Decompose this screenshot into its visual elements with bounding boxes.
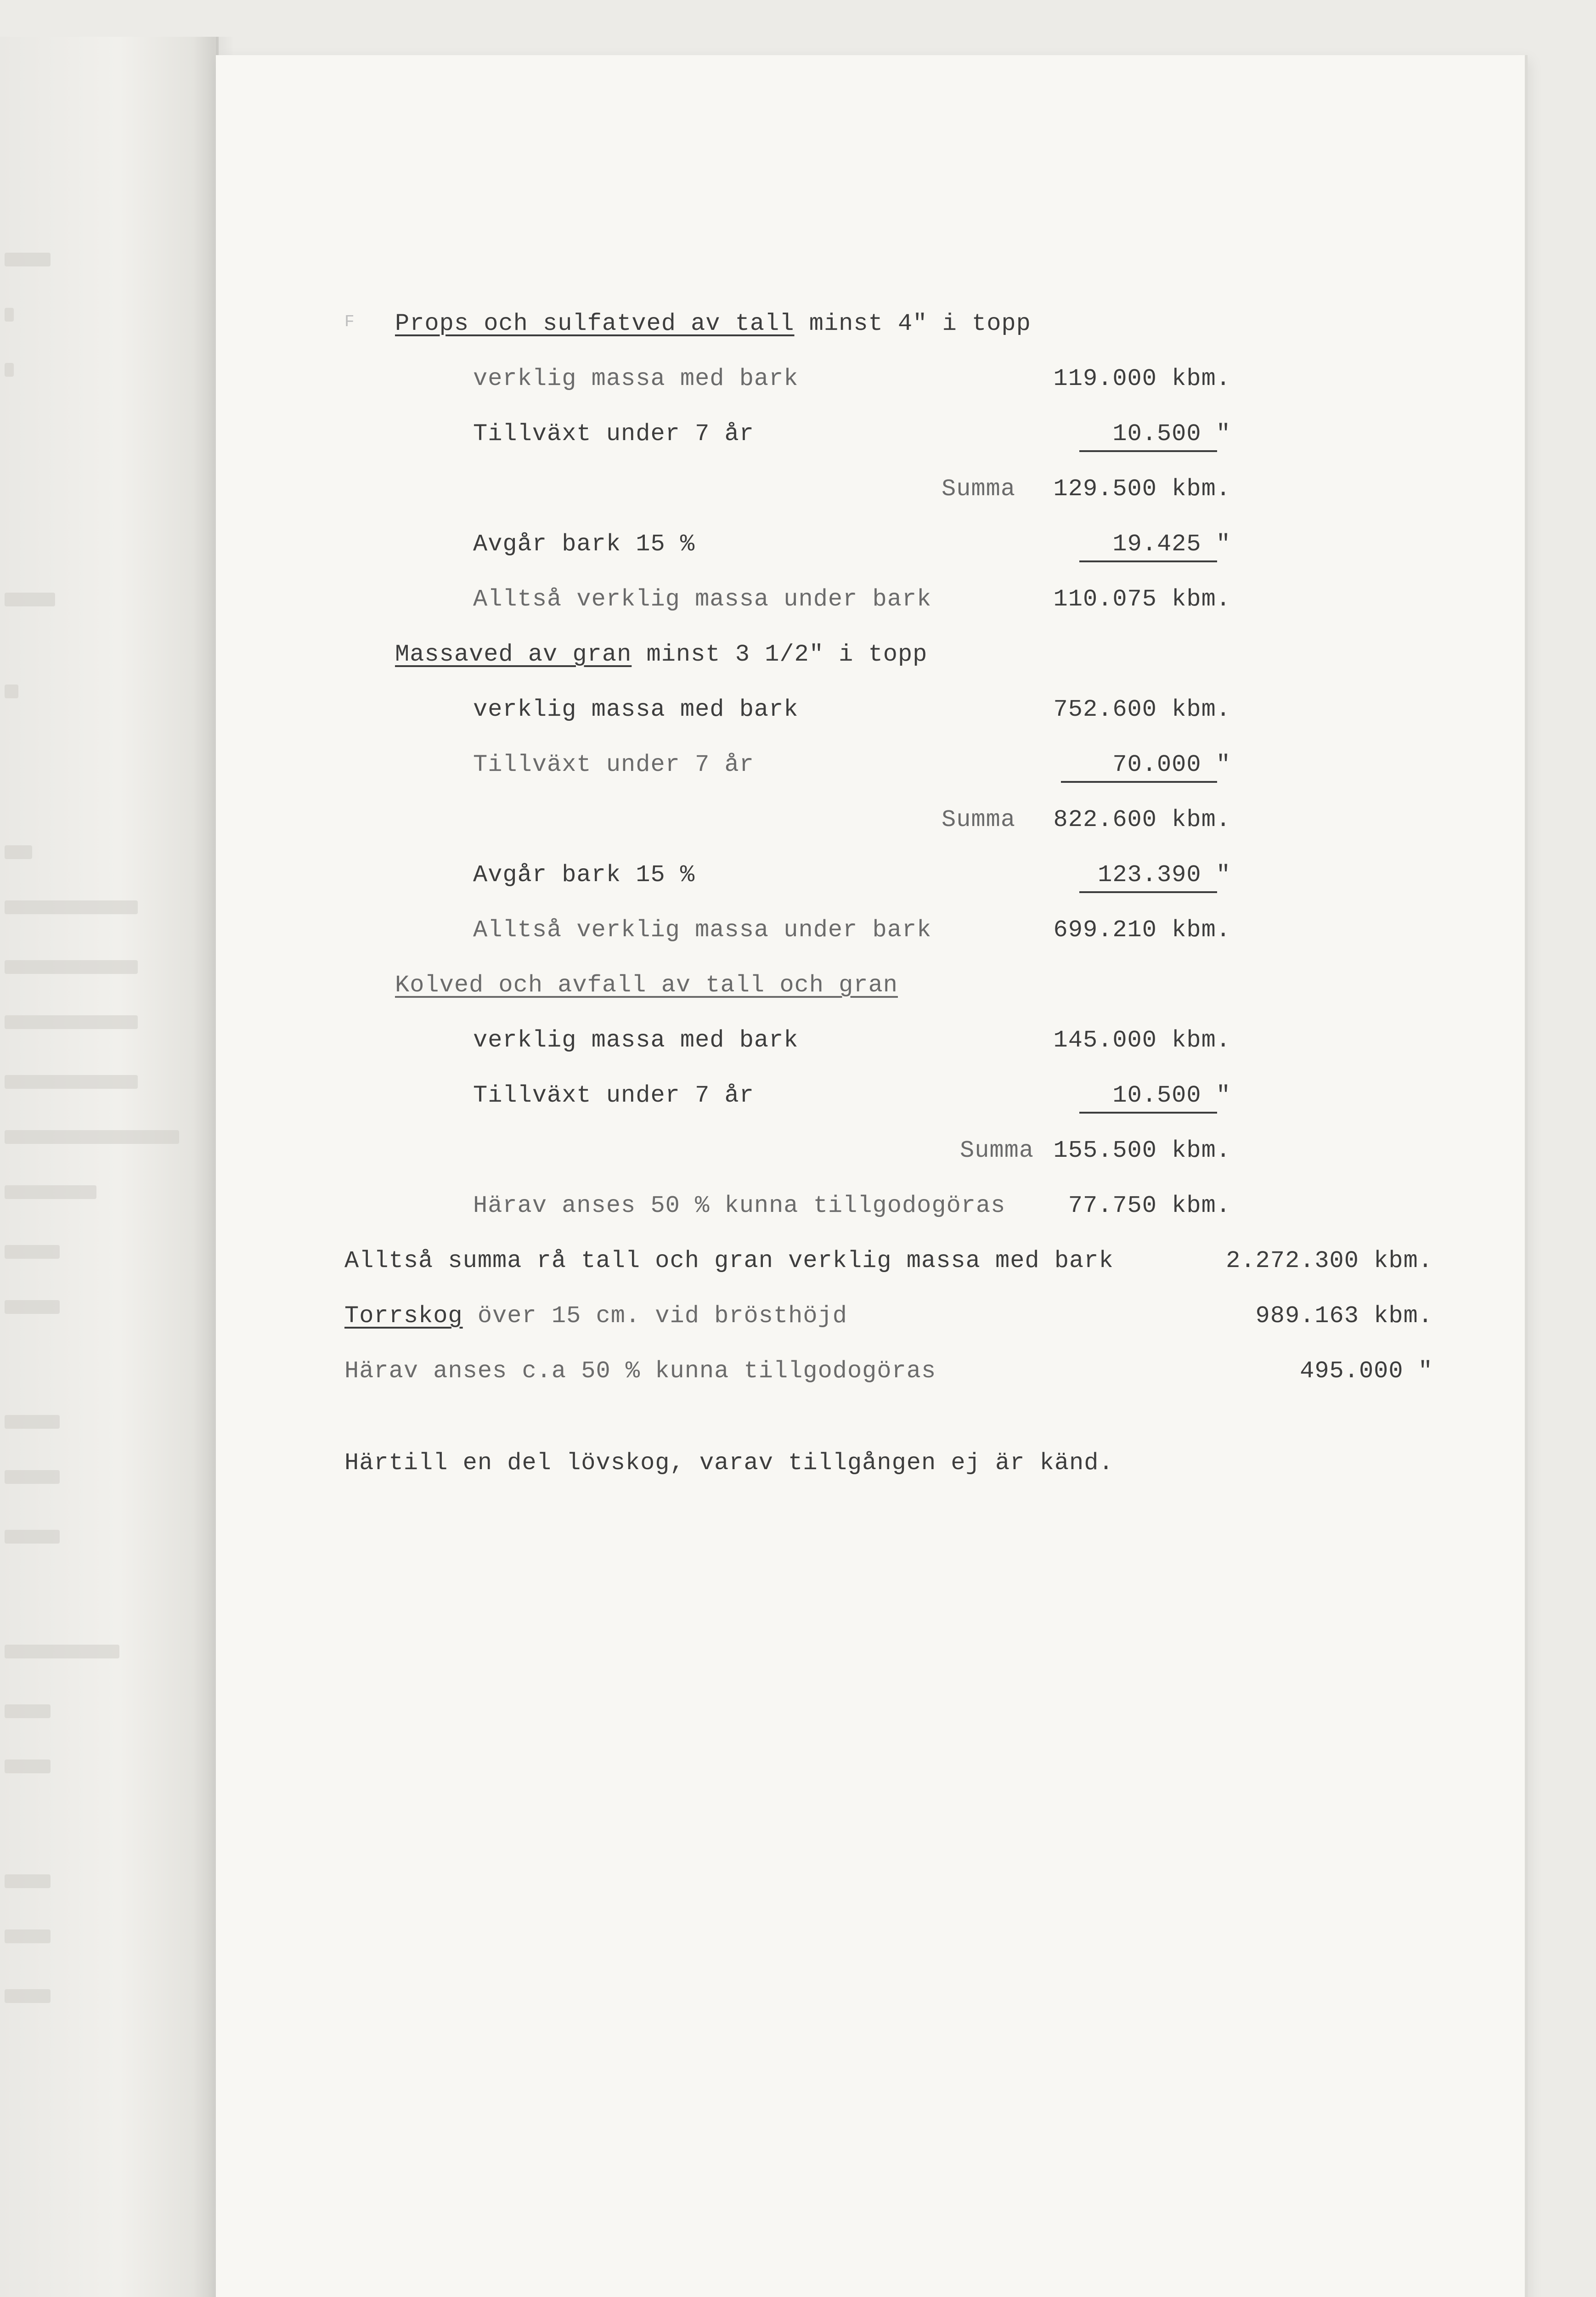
torrskog-underlined: Torrskog <box>344 1302 463 1330</box>
row-value: 155.500 kbm. <box>1053 1137 1231 1164</box>
row-label: Avgår bark 15 % <box>473 861 695 888</box>
sum-rule <box>1079 560 1217 562</box>
margin-marker: F <box>344 312 355 331</box>
row-label: Avgår bark 15 % <box>473 531 695 558</box>
section-heading-underlined: Massaved av gran <box>395 641 632 668</box>
ghost-text <box>5 253 51 266</box>
row-value: 119.000 kbm. <box>1053 365 1231 392</box>
row-value: 70.000 " <box>1112 751 1231 778</box>
section-heading-underlined: Kolved och avfall av tall och gran <box>395 972 898 999</box>
section-heading-underlined: Props och sulfatved av tall <box>395 310 795 337</box>
row-value: 699.210 kbm. <box>1053 917 1231 944</box>
total-value: 2.272.300 kbm. <box>1226 1247 1433 1274</box>
sum-rule <box>1079 891 1217 893</box>
row-value: 822.600 kbm. <box>1053 806 1231 833</box>
row-value: 19.425 " <box>1112 531 1231 558</box>
row-value: 145.000 kbm. <box>1053 1027 1231 1054</box>
row-value: 110.075 kbm. <box>1053 586 1231 613</box>
footer-note: Härtill en del lövskog, varav tillgången ej är känd. <box>344 1449 1114 1477</box>
ghost-text <box>5 1130 179 1144</box>
row-label: Alltså verklig massa under bark <box>473 917 932 944</box>
sum-rule <box>1061 781 1217 783</box>
ghost-text <box>5 1300 60 1314</box>
ghost-text <box>5 1704 51 1718</box>
row-label: verklig massa med bark <box>473 1027 799 1054</box>
row-label: Alltså verklig massa under bark <box>473 586 932 613</box>
sum-rule <box>1079 450 1217 452</box>
section-heading-props <box>395 310 1031 337</box>
row-label-summa: Summa <box>942 806 1016 833</box>
row-label: Tillväxt under 7 år <box>473 751 754 778</box>
ghost-text <box>5 845 32 859</box>
ghost-text <box>5 685 18 698</box>
ghost-text <box>5 900 138 914</box>
ghost-text <box>5 1989 51 2003</box>
ghost-text <box>5 1645 119 1658</box>
row-value: 752.600 kbm. <box>1053 696 1231 723</box>
row-value: 10.500 " <box>1112 1082 1231 1109</box>
ghost-text <box>5 1470 60 1484</box>
ghost-text <box>5 1929 51 1943</box>
row-label: verklig massa med bark <box>473 365 799 392</box>
ghost-text <box>5 593 55 606</box>
row-label: verklig massa med bark <box>473 696 799 723</box>
section-heading-kolved <box>395 972 898 999</box>
row-value: 10.500 " <box>1112 420 1231 447</box>
section-heading-rest: minst 3 1/2" i topp <box>632 641 928 668</box>
ghost-text <box>5 1185 96 1199</box>
ghost-text <box>5 1075 138 1089</box>
section-heading-massaved <box>395 641 927 668</box>
ghost-text <box>5 363 14 377</box>
row-value: 123.390 " <box>1098 861 1231 888</box>
document-page <box>216 55 1525 2297</box>
ghost-text <box>5 1415 60 1429</box>
row-value: 77.750 kbm. <box>1068 1192 1231 1219</box>
row-label: Tillväxt under 7 år <box>473 1082 754 1109</box>
row-label-summa: Summa <box>942 475 1016 503</box>
sum-rule <box>1079 1112 1217 1114</box>
total-label: Härav anses c.a 50 % kunna tillgodogöras <box>344 1358 936 1385</box>
ghost-text <box>5 1530 60 1544</box>
section-heading-rest: minst 4" i topp <box>794 310 1031 337</box>
total-value: 989.163 kbm. <box>1255 1302 1433 1330</box>
torrskog-label <box>344 1302 847 1330</box>
ghost-text <box>5 308 14 322</box>
row-label: Härav anses 50 % kunna tillgodogöras <box>473 1192 1006 1219</box>
row-label: Tillväxt under 7 år <box>473 420 754 447</box>
row-label-summa: Summa <box>960 1137 1034 1164</box>
ghost-text <box>5 1245 60 1259</box>
ghost-text <box>5 1760 51 1773</box>
row-value: 129.500 kbm. <box>1053 475 1231 503</box>
adjacent-left-page <box>0 37 219 2297</box>
total-label: Alltså summa rå tall och gran verklig massa med bark <box>344 1247 1114 1274</box>
ghost-text <box>5 1874 51 1888</box>
total-value: 495.000 " <box>1300 1358 1433 1385</box>
ghost-text <box>5 1015 138 1029</box>
ghost-text <box>5 960 138 974</box>
torrskog-rest: över 15 cm. vid brösthöjd <box>462 1302 847 1330</box>
